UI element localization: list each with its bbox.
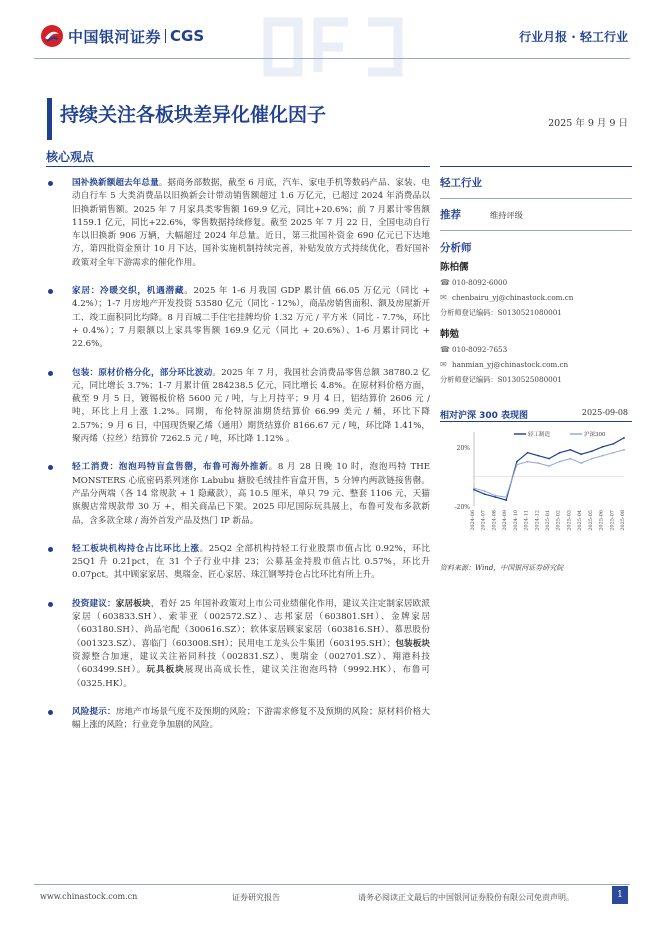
x-tick-label: 2025-06: [598, 510, 605, 531]
key-point: [46, 285, 430, 351]
x-tick-label: 2025-07: [609, 510, 616, 531]
analyst-phone: 010-8092-7653: [452, 345, 508, 354]
x-tick-label: 2025-08: [620, 510, 626, 531]
key-point-body: 资源整合加速，建议关注裕同科技（002831.SZ）、奥瑞金（002701.SZ）、翔港科技（603499.SH）。: [72, 651, 430, 676]
bullet-icon: [48, 289, 53, 294]
key-point-heading: 家居：冷暖交织，机遇潜藏: [72, 286, 185, 297]
key-point-heading: 风险提示：: [72, 706, 116, 717]
chart-divider: [440, 421, 632, 422]
rating-label: 推荐: [440, 209, 461, 221]
chart-date: 2025-09-08: [581, 408, 628, 417]
x-tick-label: 2024-07: [480, 510, 487, 531]
key-point: [46, 598, 430, 691]
analyst-phone-row: [440, 345, 632, 354]
legend-label: 沪深300: [584, 432, 606, 438]
mail-icon: ✉: [440, 360, 447, 369]
data-point: [580, 453, 582, 455]
bullet-icon: [48, 371, 53, 376]
key-point-body: ，看好 25 年国补政策对上市公司业绩催化作用，建议关注定制家居欧派家居（603833.SH）、索菲亚（002572.SZ）、志邦家居（603801.SH）、金牌家居（603180.SH）、尚品宅配（300616.SZ）；软体家居顾家家居（603816.SH）、慕思股份（001323.SZ）、喜临门（603008.SH）；民用电工龙头公牛集团（603195.SH）；: [72, 598, 430, 649]
brand-logo: [40, 22, 204, 50]
data-point: [537, 462, 539, 464]
bullet-icon: [48, 181, 53, 186]
watermark-logo-icon: [258, 12, 408, 84]
data-point: [473, 487, 475, 489]
data-point: [495, 495, 497, 497]
analyst-cert: 分析师登记编码：S0130521080001: [440, 308, 562, 317]
data-point: [516, 461, 518, 463]
x-tick-label: 2025-01: [545, 510, 551, 531]
footer-doc-type: 证券研究报告: [232, 893, 280, 902]
x-tick-label: 2024-11: [523, 510, 530, 531]
key-point: [46, 177, 430, 270]
data-point: [559, 461, 561, 463]
x-tick-label: 2024-09: [502, 510, 509, 531]
bullet-icon: [48, 547, 53, 552]
analyst-phone: 010-8092-6000: [452, 278, 508, 287]
chart-title: 相对沪深 300 表现图: [440, 411, 529, 421]
key-point: [46, 706, 430, 733]
title-accent-bar: [47, 98, 52, 140]
analyst-name: 陈柏儒: [440, 262, 469, 273]
data-point: [623, 449, 625, 451]
analyst-cert: 分析师登记编码：S0130525080001: [440, 375, 562, 384]
y-tick-label: -20%: [454, 504, 470, 511]
analyst-card: [440, 259, 632, 318]
sidebar-divider: [440, 230, 632, 231]
key-point-heading: 轻工消费：泡泡玛特盲盒售罄，布鲁可海外推新: [72, 462, 269, 473]
data-point: [602, 446, 604, 448]
analyst-email[interactable]: chenbairu_yj@chinastock.com.cn: [452, 293, 574, 302]
key-point-bold: 玩具板块: [146, 665, 185, 676]
analyst-email-row: [440, 360, 632, 369]
data-point: [559, 452, 561, 454]
key-point-body: 。8 月 28 日晚 10 时，泡泡玛特 THE MONSTERS 心底密码系列迷你 Labubu 搪胶毛绒挂件盲盒开售，5 分钟内两款链接售罄。产品分两端（各 14 常规款 + 1 隐藏款），高 10.5 厘米，单只 79 元、整套 1106 元，天猫旗舰店常规款带 30 万 +，相关商品已下架。2025 印尼国际玩具展上，布鲁可发布多款新品，含多款全球 / 海外首发产品及热门 IP 新品。: [72, 462, 430, 526]
analyst-phone-row: [440, 278, 632, 287]
data-point: [591, 450, 593, 452]
data-point: [602, 455, 604, 457]
data-point: [505, 499, 507, 501]
brand-name-cn: 中国银河证券: [68, 27, 162, 46]
key-point-body: 。据商务部数据，截至 6 月底，汽车、家电手机等数码产品、家装、电动自行车 5 大类消费品以旧换新会计带动销售额超过 1.6 万亿元，已超过 2024 年消费品以旧换新销售额。2025 年 7 月家具类零售额 169.9 亿元，同比+20.6%；前 7 月累计零售额 1159.1 亿元，同比+22.6%，零售数据持续修复。截至 2025 年 7 月 22 日，全国电动自行车以旧换新 906 万辆，大幅超过 2024 年总量。近日，第三批国补资金 690 亿元已下达地方，第四批资金预计 10 月下达，国补实施机制持续完善，补贴发放方式持续优化，看好国补政策对全年下游需求的催化作用。: [72, 178, 430, 268]
key-point-body: 房地产市场景气度不及预期的风险；下游需求修复不及预期的风险；原材料价格大幅上涨的风险；行业竞争加剧的风险。: [72, 706, 430, 731]
report-date: 2025 年 9 月 9 日: [548, 118, 628, 129]
series-line-light-industry: [474, 438, 624, 500]
key-points-list: [46, 172, 430, 732]
data-point: [537, 455, 539, 457]
footer-website[interactable]: www.chinastock.com.cn: [40, 892, 138, 901]
analyst-email-row: [440, 293, 632, 302]
sidebar: [440, 166, 632, 385]
key-point-body: 展现出高成长性，建议关注泡泡玛特（9992.HK）、布鲁可（0325.HK）。: [72, 665, 430, 689]
data-point: [484, 493, 486, 495]
data-point: [505, 496, 507, 498]
legend-label: 轻工制造: [528, 432, 551, 438]
data-point: [527, 461, 529, 463]
key-point: [46, 461, 430, 527]
mail-icon: ✉: [440, 293, 447, 302]
core-views-heading: 核心观点: [46, 150, 95, 164]
data-point: [516, 464, 518, 466]
header-divider: [34, 58, 630, 59]
series-line-csi300: [474, 450, 624, 497]
chart-source: 资料来源：Wind，中国银河证券研究院: [440, 564, 564, 572]
y-tick-label: 20%: [456, 444, 470, 452]
x-tick-label: 2025-05: [587, 510, 594, 531]
data-point: [580, 462, 582, 464]
key-point: [46, 367, 430, 447]
brand-separator: [165, 29, 166, 43]
rating-value: 维持评级: [490, 210, 523, 220]
industry-label: 轻工行业: [440, 177, 482, 189]
x-tick-label: 2024-12: [534, 510, 541, 531]
bullet-icon: [48, 710, 53, 715]
phone-icon: ☎: [440, 345, 450, 354]
page-header: [0, 0, 662, 70]
analyst-card: [440, 326, 632, 385]
x-tick-label: 2025-04: [577, 510, 584, 531]
key-point-bold: 家居板块: [115, 598, 151, 609]
footer-divider: [34, 884, 630, 885]
x-tick-label: 2024-08: [491, 510, 498, 531]
x-tick-label: 2025-03: [566, 510, 573, 531]
x-tick-label: 2024-10: [512, 510, 519, 531]
key-point-heading: 投资建议：: [72, 598, 116, 609]
footer-disclaimer: 请务必阅读正文最后的中国银河证券股份有限公司免责声明。: [358, 893, 574, 902]
x-tick-label: 2025-02: [555, 510, 562, 531]
key-point-body: 。2025 年 7 月，我国社会消费品零售总额 38780.2 亿元，同比增长 3.7%；1-7 月累计值 284238.5 亿元，同比增长 4.8%。在原材料价格方面，截至 9 月 5 日，镀锡板价格 5600 元 / 吨，与上月持平；9 月 4 日，铝结算价 2606 元 / 吨，环比上月上涨 1.2%。同期，布伦特原油期货结算价 66.99 美元 / 桶，环比下降 2.57%；9 月 6 日，中国现货聚乙烯（通用）期货结算价 8166.67 元 / 吨，环比降 1.41%，聚丙烯（拉丝）结算价 7262.5 元 / 吨，环比降 1.12% 。: [72, 367, 430, 445]
relative-performance-chart: [440, 408, 632, 560]
data-point: [612, 452, 614, 454]
phone-icon: ☎: [440, 278, 450, 287]
key-point-body: 。25Q2 全部机构持轻工行业股票市值占比 0.92%，环比 25Q1 升 0.21pct，在 31 个子行业中排 23；公募基金持股市值占比 0.57%，环比升 0.07pct。其中顾家家居、奥瑞金、匠心家居、珠江钢琴持仓占比环比有所上升。: [72, 543, 430, 581]
data-point: [612, 443, 614, 445]
data-point: [591, 458, 593, 460]
chart-svg: [440, 424, 632, 560]
key-point-bold: 包装板块: [395, 638, 430, 649]
analyst-email[interactable]: hanmian_yj@chinastock.com.cn: [452, 360, 569, 369]
analyst-heading: 分析师: [440, 242, 472, 254]
page-number: 1: [612, 886, 628, 904]
sidebar-divider: [440, 166, 632, 167]
sidebar-divider: [440, 198, 632, 199]
data-point: [623, 437, 625, 439]
key-point-heading: 轻工板块机构持仓占比环比上涨: [72, 543, 200, 554]
x-tick-label: 2024-06: [470, 510, 476, 531]
report-type-tag: 行业月报 · 轻工行业: [519, 30, 628, 44]
core-views-divider: [46, 166, 430, 167]
logo-icon: [40, 24, 64, 48]
brand-name-en: CGS: [170, 27, 205, 45]
data-point: [527, 452, 529, 454]
rating-row: [440, 207, 632, 222]
key-point-heading: 包装：原材价格分化，部分环比波动: [72, 367, 213, 378]
report-title: 持续关注各板块差异化催化因子: [60, 104, 327, 126]
data-point: [570, 458, 572, 460]
bullet-icon: [48, 465, 53, 470]
key-point: [46, 543, 430, 583]
data-point: [548, 465, 550, 467]
key-point-body: 。2025 年 1-6 月我国 GDP 累计值 66.05 万亿元（同比 + 4.2%）；1-7 月房地产开发投资 53580 亿元（同比 - 12%），商品房销售面积、额及房屋新开工、竣工面积同比均降。8 月百城二手住宅挂牌均价 1.32 万元 / 平方米（同比 - 7.7%，环比 + 0.4%）；7 月限额以上家具零售额 169.9 亿元（同比 + 20.6%）、1-6 月累计同比 + 22.6%。: [72, 286, 430, 350]
data-point: [570, 449, 572, 451]
data-point: [548, 458, 550, 460]
analyst-name: 韩勉: [440, 329, 460, 340]
key-point-heading: 国补换新额超去年总量: [72, 178, 159, 188]
data-point: [484, 490, 486, 492]
bullet-icon: [48, 602, 53, 607]
